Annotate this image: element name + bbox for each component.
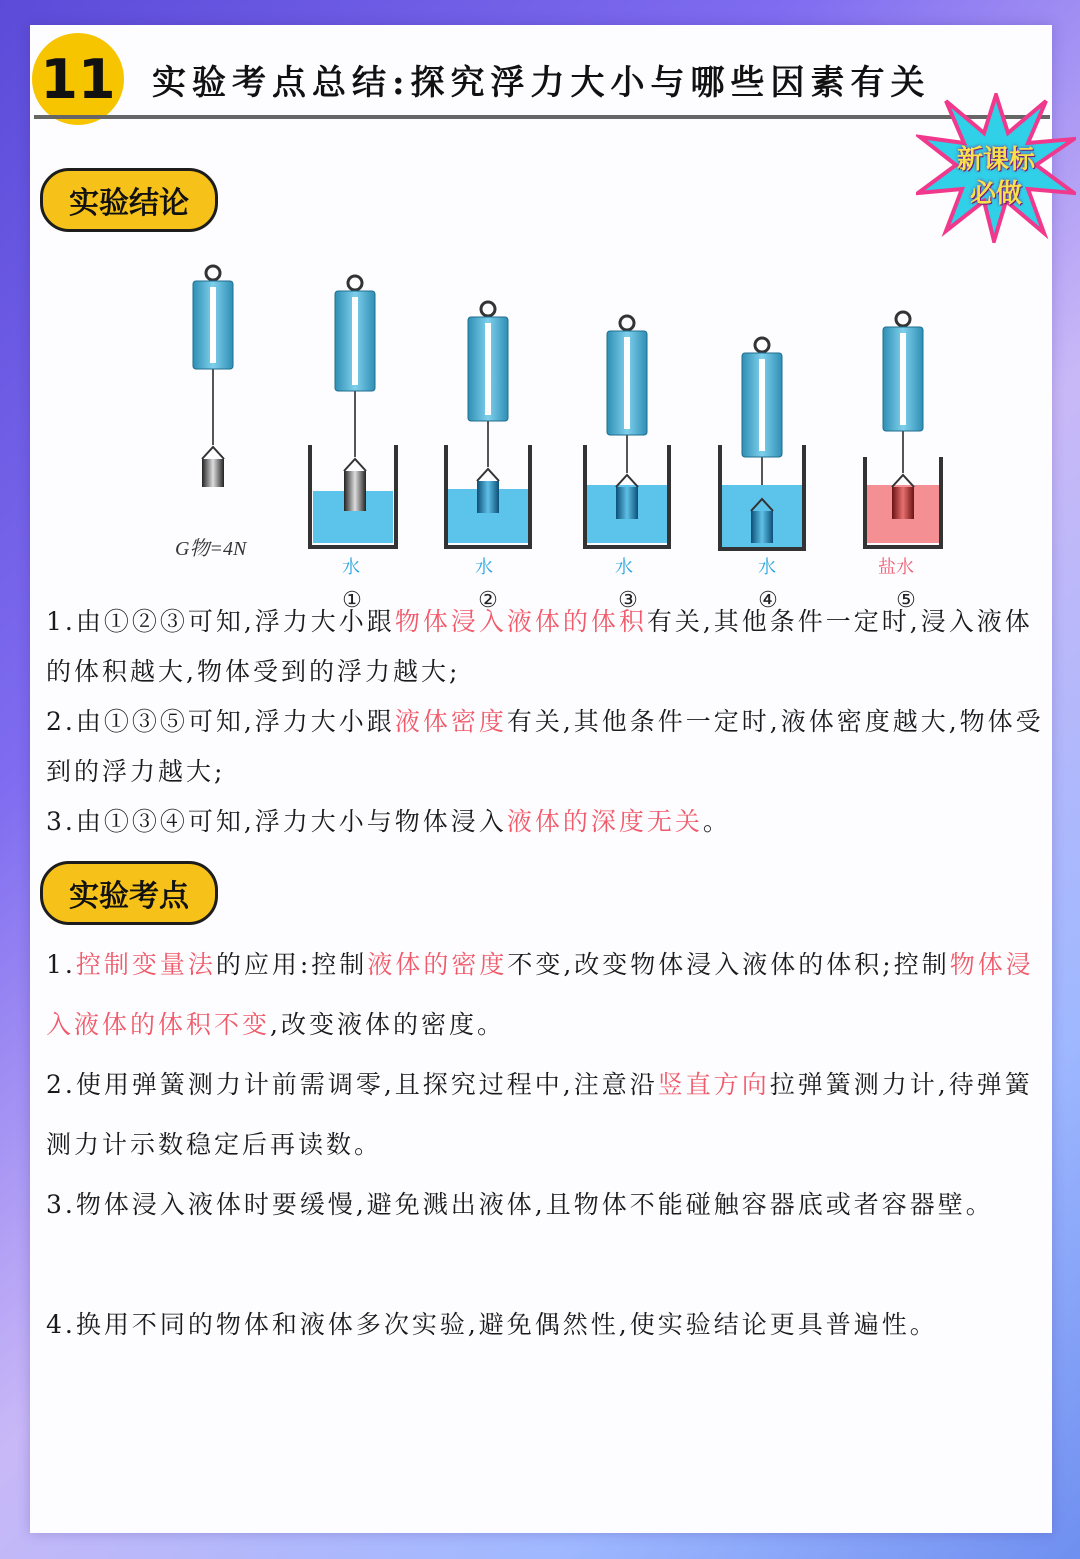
conclusion-2 [46, 697, 1046, 797]
conclusion-3-text: 3.由①③④可知,浮力大小与物体浸入 [46, 807, 507, 836]
new-standard-stamp [916, 93, 1076, 243]
setup-5 [865, 312, 941, 547]
points-section-label: 实验考点 [40, 861, 218, 925]
setup-index-3: ③ [618, 588, 638, 613]
section-number-badge: 11 [32, 33, 124, 125]
setup-index-1: ① [342, 588, 362, 613]
conclusion-3-text-end: 。 [702, 807, 731, 836]
point-1-text-a: 的应用:控制 [215, 950, 368, 979]
conclusion-2-highlight: 液体密度 [394, 707, 507, 736]
setup-3 [585, 316, 669, 547]
point-2-highlight: 竖直方向 [657, 1070, 770, 1099]
point-3: 3.物体浸入液体时要缓慢,避免溅出液体,且物体不能碰触容器底或者容器壁。 [46, 1190, 994, 1219]
conclusion-2-text: 2.由①③⑤可知,浮力大小跟 [46, 707, 395, 736]
point-1 [46, 935, 1046, 1055]
title-divider [34, 115, 1050, 119]
liquid-label-2: 水 [475, 557, 493, 578]
point-1-num: 1. [46, 950, 76, 979]
stamp-line1: 新课标 [956, 145, 1035, 175]
conclusion-1-text: 1.由①②③可知,浮力大小跟 [46, 607, 395, 636]
point-1-highlight-c: 物体浸入液体的体积不变 [46, 950, 1034, 1039]
liquid-label-5: 盐水 [878, 557, 914, 578]
setup-air [193, 266, 233, 487]
point-1-highlight-a: 控制变量法 [75, 950, 216, 979]
conclusion-2-text-end: 有关,其他条件一定时,液体密度越大,物体受到的浮力越大; [46, 707, 1044, 786]
point-1-highlight-b: 液体的密度 [367, 950, 508, 979]
point-2 [46, 1055, 1046, 1175]
point-1-text-c: ,改变液体的密度。 [270, 1010, 505, 1039]
liquid-label-4: 水 [758, 557, 776, 578]
conclusion-1-highlight: 物体浸入液体的体积 [394, 607, 647, 636]
stamp-line2: 必做 [969, 179, 1022, 209]
weight-label: G物=4N [175, 538, 247, 560]
buoyancy-experiment-diagram [130, 245, 950, 615]
conclusion-1-text-end: 有关,其他条件一定时,浸入液体的体积越大,物体受到的浮力越大; [46, 607, 1033, 686]
point-4: 4.换用不同的物体和液体多次实验,避免偶然性,使实验结论更具普遍性。 [46, 1310, 938, 1339]
conclusion-3-highlight: 液体的深度无关 [506, 807, 703, 836]
conclusion-section-label: 实验结论 [40, 168, 218, 232]
liquid-label-3: 水 [615, 557, 633, 578]
setup-4 [720, 338, 804, 549]
setup-index-5: ⑤ [896, 588, 916, 613]
setup-index-4: ④ [758, 588, 778, 613]
conclusion-1 [46, 597, 1046, 697]
spring-scale-figure [130, 245, 950, 615]
point-2-text: 2.使用弹簧测力计前需调零,且探究过程中,注意沿 [46, 1070, 658, 1099]
setup-1 [310, 276, 396, 547]
page-title: 实验考点总结:探究浮力大小与哪些因素有关 [152, 63, 931, 103]
setup-2 [446, 302, 530, 547]
point-2-text-end: 拉弹簧测力计,待弹簧测力计示数稳定后再读数。 [46, 1070, 1033, 1159]
point-1-text-b: 不变,改变物体浸入液体的体积;控制 [507, 950, 950, 979]
content-card [30, 25, 1052, 1533]
setup-index-2: ② [478, 588, 498, 613]
conclusion-3 [46, 797, 1046, 847]
liquid-label-1: 水 [342, 557, 360, 578]
